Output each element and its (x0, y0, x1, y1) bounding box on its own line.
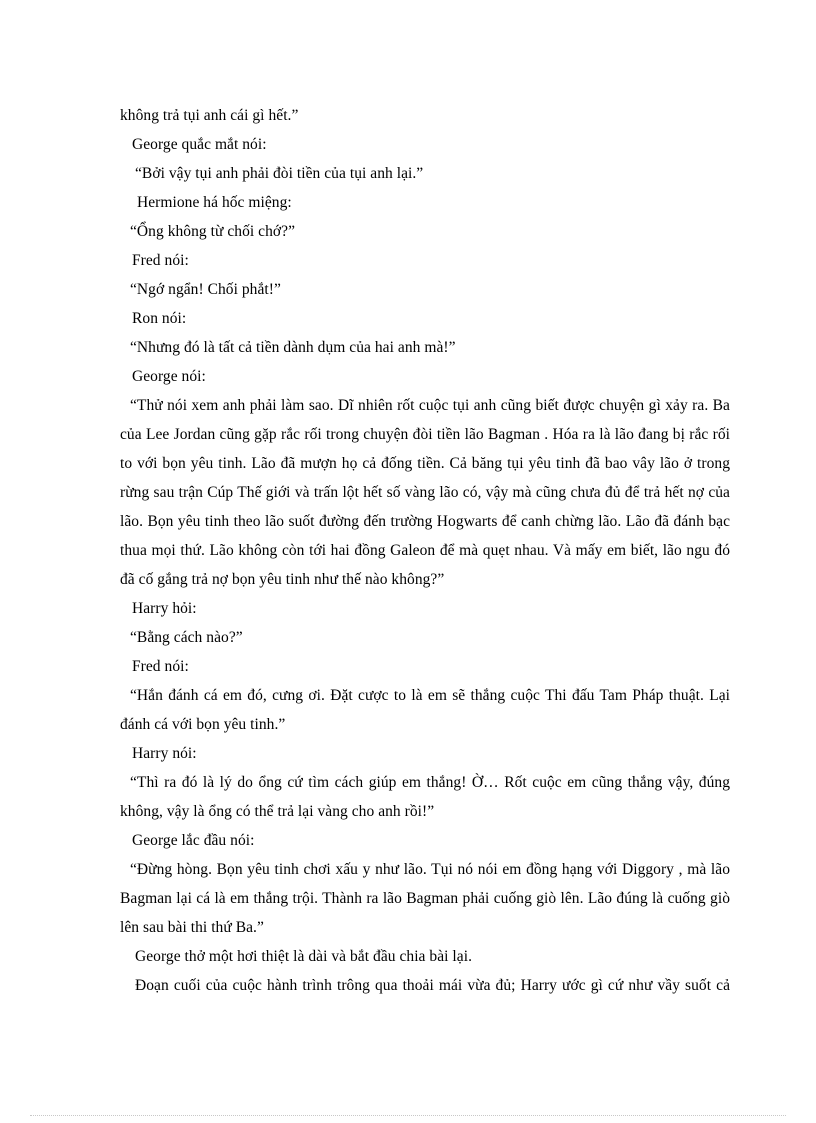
text-line: không, vậy là ổng có thể trả lại vàng cho anh rồi!” (120, 803, 435, 820)
text-line: “Ổng không từ chối chớ?” (130, 223, 296, 240)
page-bottom-divider (30, 1115, 786, 1116)
text-line: Ron nói: (132, 310, 187, 327)
text-line: “Đừng hòng. Bọn yêu tinh chơi xấu y như lão. Tụi nó nói em đồng hạng với Diggory , mà lão (130, 861, 730, 878)
text-line: George thở một hơi thiệt là dài và bắt đầu chia bài lại. (135, 948, 472, 965)
text-line: “Thì ra đó là lý do ổng cứ tìm cách giúp em thắng! Ờ… Rốt cuộc em cũng thắng vậy, đúng (130, 774, 730, 791)
text-line: Bagman lại cá là em thắng trội. Thành ra lão Bagman phải cuống giò lên. Lão đúng là cuống giò (120, 890, 730, 907)
text-line: Fred nói: (132, 252, 189, 269)
text-line: Fred nói: (132, 658, 189, 675)
text-line: đã cố gắng trả nợ bọn yêu tinh như thế nào không?” (120, 571, 445, 588)
text-line: “Thử nói xem anh phải làm sao. Dĩ nhiên rốt cuộc tụi anh cũng biết được chuyện gì xảy ra. Ba (130, 397, 730, 414)
body-text (120, 101, 730, 1000)
text-line: thua mọi thứ. Lão không còn tới hai đồng Galeon để mà quẹt nhau. Và mấy em biết, lão ngu đó (120, 542, 730, 559)
text-line: George lắc đầu nói: (132, 832, 255, 849)
text-line: to với bọn yêu tinh. Lão đã mượn họ cả đống tiền. Cả băng tụi yêu tinh đã bao vây lão ở trong (120, 455, 730, 472)
text-line: George nói: (132, 368, 206, 385)
text-line: Harry hỏi: (132, 600, 197, 617)
text-line: Harry nói: (132, 745, 197, 762)
text-line: “Nhưng đó là tất cả tiền dành dụm của hai anh mà!” (130, 339, 456, 356)
text-line: không trả tụi anh cái gì hết.” (120, 107, 299, 124)
text-line: lên sau bài thi thứ Ba.” (120, 919, 264, 936)
text-line: Đoạn cuối của cuộc hành trình trông qua thoải mái vừa đủ; Harry ước gì cứ như vầy suốt cả (135, 977, 730, 994)
text-line: “Bằng cách nào?” (130, 629, 243, 646)
text-line: của Lee Jordan cũng gặp rắc rối trong chuyện đòi tiền lão Bagman . Hóa ra là lão đang bị rắc rối (120, 426, 730, 443)
text-line: lão. Bọn yêu tinh theo lão suốt đường đến trường Hogwarts để canh chừng lão. Lão đã đánh bạc (120, 513, 730, 530)
text-line: “Hắn đánh cá em đó, cưng ơi. Đặt cược to là em sẽ thắng cuộc Thi đấu Tam Pháp thuật. Lại (130, 687, 730, 704)
text-line: rừng sau trận Cúp Thế giới và trấn lột hết số vàng lão có, vậy mà cũng chưa đủ để trả hết nợ của (120, 484, 730, 501)
text-line: Hermione há hốc miệng: (137, 194, 292, 211)
text-line: George quắc mắt nói: (132, 136, 267, 153)
text-line: đánh cá với bọn yêu tinh.” (120, 716, 286, 733)
text-line: “Bởi vậy tụi anh phải đòi tiền của tụi anh lại.” (135, 165, 424, 182)
text-line: “Ngớ ngẩn! Chối phắt!” (130, 281, 281, 298)
